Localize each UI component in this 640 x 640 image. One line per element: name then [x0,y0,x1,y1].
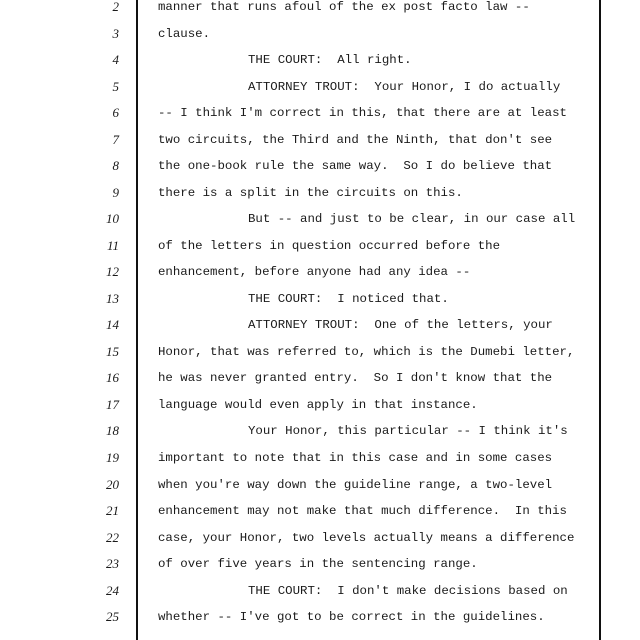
line-number: 14 [106,317,119,333]
line-text: case, your Honor, two levels actually means a difference [158,530,575,545]
line-text: clause. [158,26,211,41]
line-number: 20 [106,476,119,492]
transcript-line [0,106,640,133]
line-number: 7 [112,131,119,147]
line-text: of the letters in question occurred before the [158,238,501,253]
transcript-line [0,186,640,213]
line-number: 16 [106,370,119,386]
line-text: manner that runs afoul of the ex post facto law -- [158,0,530,14]
transcript-line [0,557,640,584]
transcript-line [0,584,640,611]
transcript-line [0,345,640,372]
line-number: 24 [106,582,119,598]
line-number: 10 [106,211,119,227]
transcript-line [0,398,640,425]
line-text: THE COURT: All right. [248,53,412,68]
transcript-line [0,133,640,160]
line-text: ATTORNEY TROUT: One of the letters, your [248,318,553,333]
line-number: 6 [112,105,119,121]
line-text: he was never granted entry. So I don't know that the [158,371,553,386]
line-number: 19 [106,450,119,465]
line-number: 22 [106,529,119,545]
line-text: enhancement may not make that much difference. In this [158,504,567,519]
line-text: -- I think I'm correct in this, that there are at least [158,106,567,121]
line-number: 15 [106,343,119,359]
line-text: THE COURT: I don't make decisions based on [248,583,568,598]
line-number: 18 [106,423,119,439]
line-number: 2 [112,0,119,14]
line-text: two circuits, the Third and the Ninth, that don't see [158,132,553,147]
transcript-line [0,504,640,531]
transcript-line [0,531,640,558]
line-number: 21 [106,503,119,519]
transcript-line [0,610,640,637]
transcript-line [0,451,640,478]
line-number: 3 [112,25,119,41]
transcript-line [0,478,640,505]
transcript-line [0,27,640,54]
transcript-line [0,424,640,451]
line-number: 8 [112,158,119,174]
transcript-line [0,265,640,292]
line-text: Your Honor, this particular -- I think it's [248,424,568,439]
line-number: 12 [106,264,119,280]
line-text: ATTORNEY TROUT: Your Honor, I do actually [248,79,561,94]
line-number: 5 [112,78,119,94]
line-text: enhancement, before anyone had any idea -- [158,265,471,280]
line-number: 13 [106,290,119,306]
line-number: 11 [106,237,119,253]
transcript-line [0,53,640,80]
transcript-line [0,239,640,266]
transcript-line [0,292,640,319]
line-text: there is a split in the circuits on this. [158,185,463,200]
line-text: of over five years in the sentencing range. [158,557,478,572]
line-text: THE COURT: I noticed that. [248,291,449,306]
line-text: the one-book rule the same way. So I do believe that [158,159,553,174]
line-number: 23 [106,556,119,572]
transcript-line [0,371,640,398]
line-number: 17 [106,396,119,412]
transcript-line [0,159,640,186]
line-number: 4 [112,52,119,68]
line-text: language would even apply in that instance. [158,397,478,412]
transcript-line [0,212,640,239]
transcript-line [0,318,640,345]
line-text: But -- and just to be clear, in our case all [248,212,576,227]
transcript-line [0,80,640,107]
line-text: whether -- I've got to be correct in the guidelines. [158,610,545,625]
line-number: 25 [106,609,119,625]
line-text: Honor, that was referred to, which is the Dumebi letter, [158,344,575,359]
transcript-line [0,0,640,27]
line-number: 9 [112,184,119,200]
line-text: important to note that in this case and in some cases [158,451,553,465]
line-text: when you're way down the guideline range, a two-level [158,477,553,492]
